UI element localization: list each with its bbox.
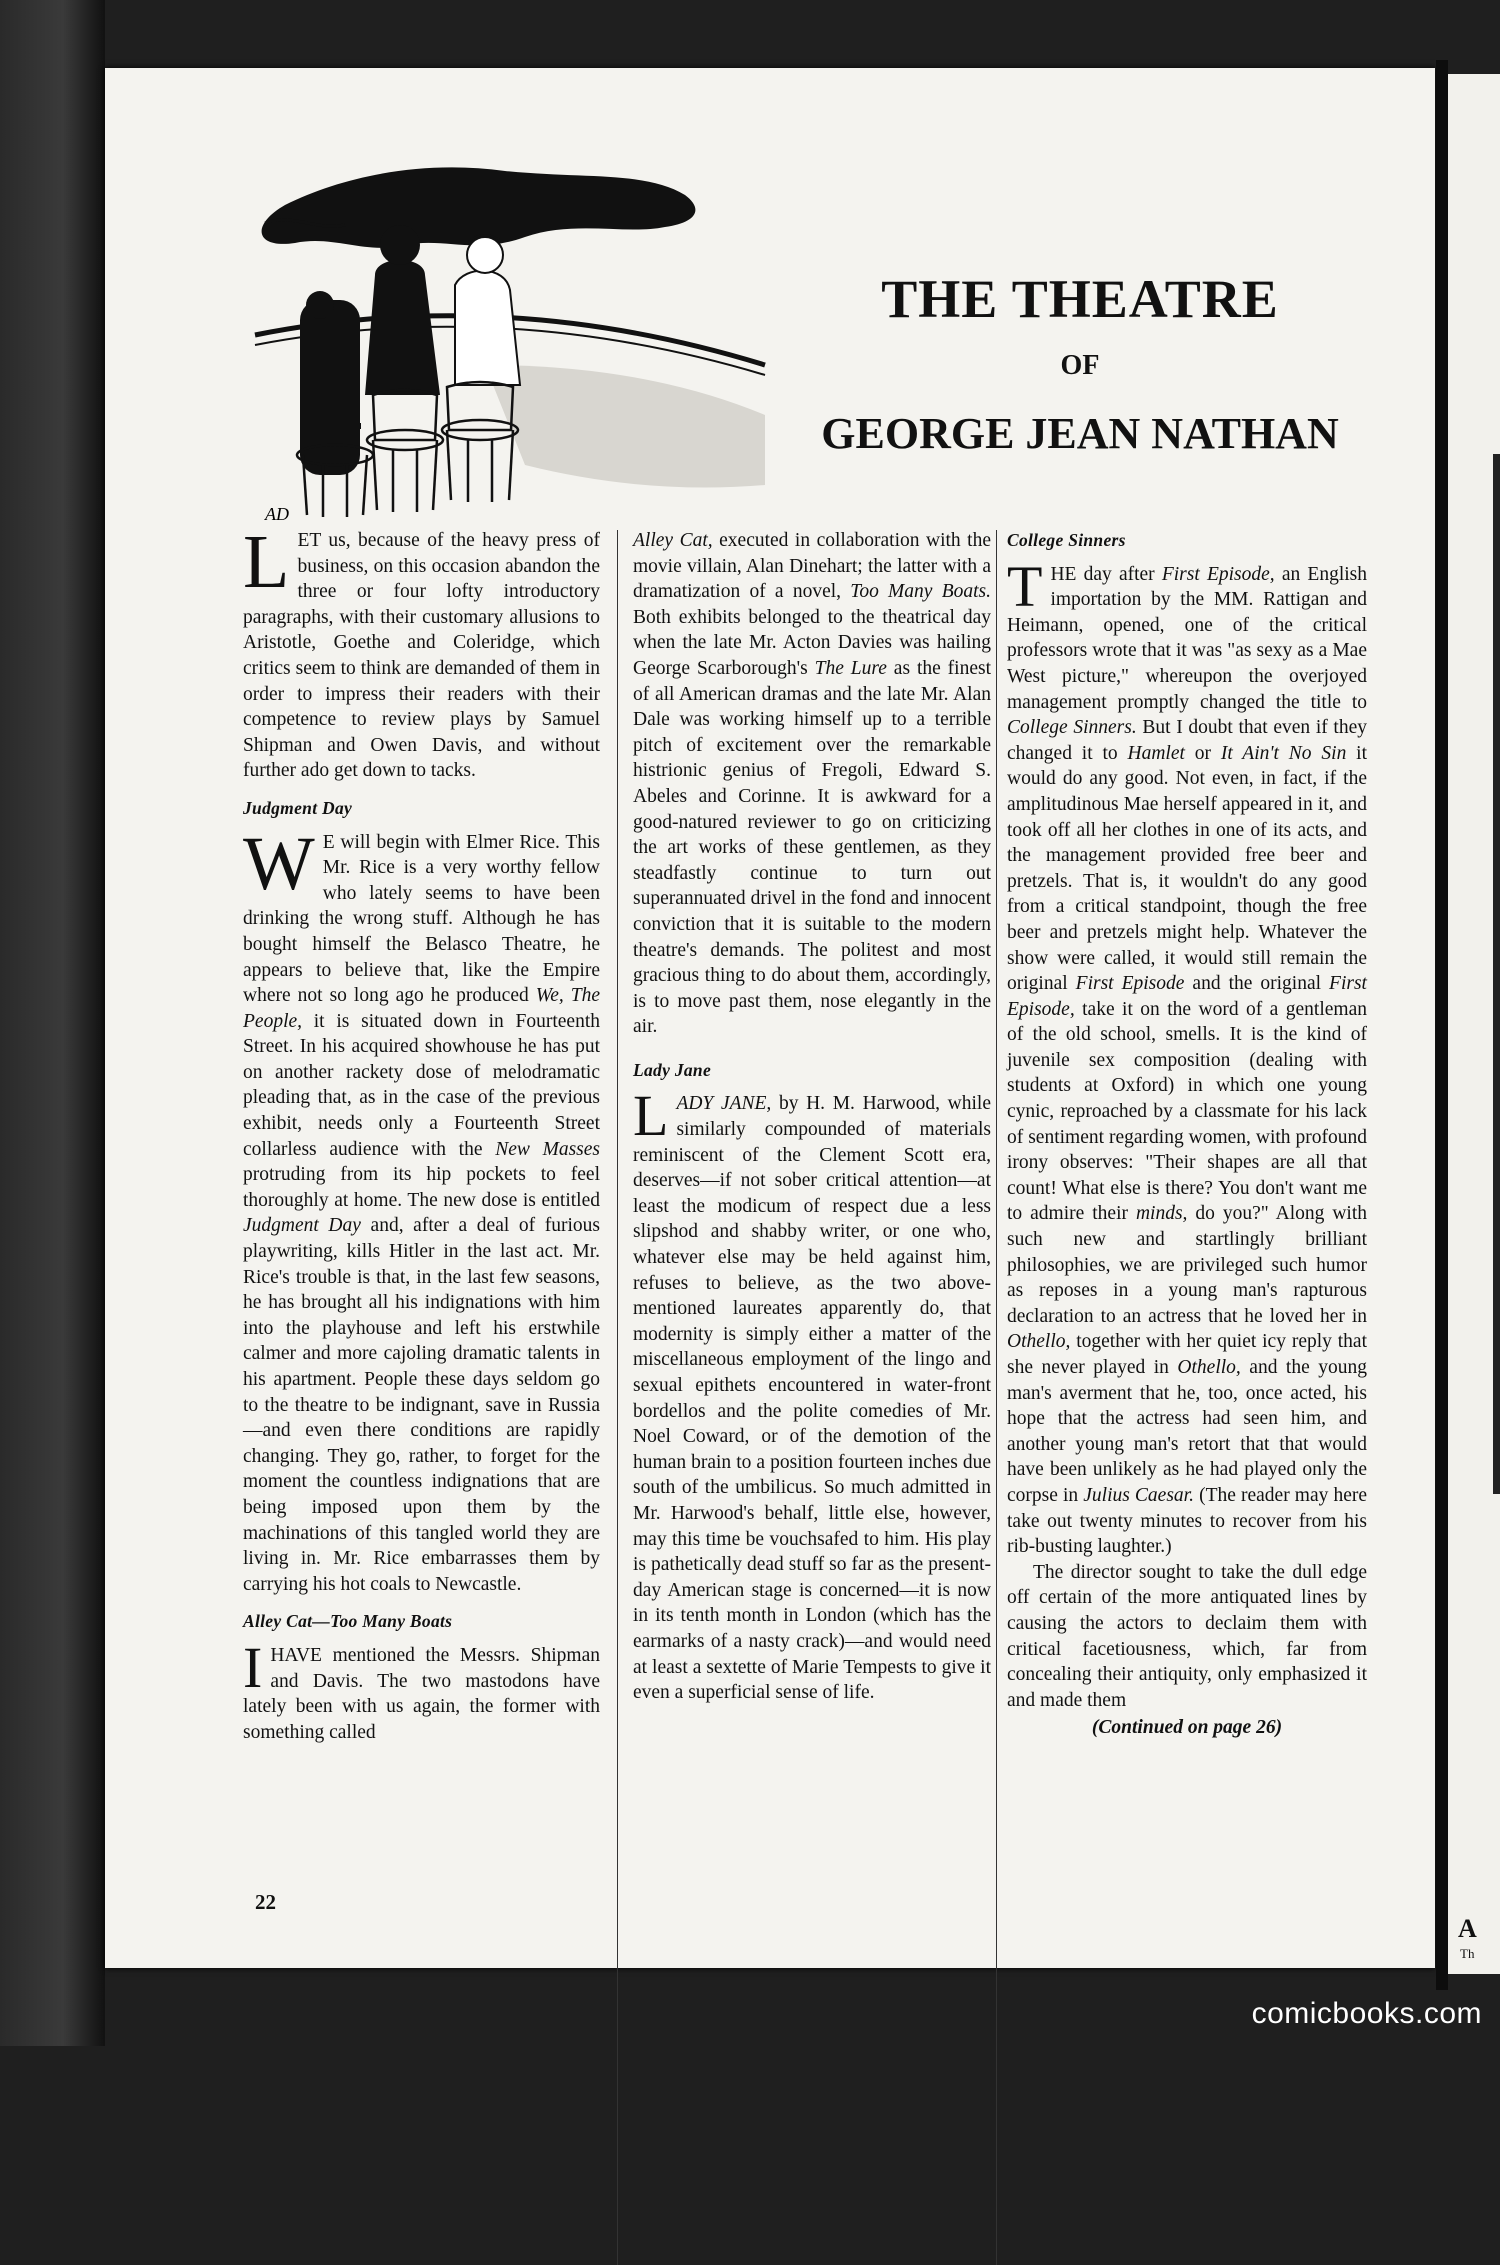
drop-cap: W <box>243 821 315 906</box>
drop-cap: I <box>243 1634 263 1700</box>
section-paragraph: I HAVE mentioned the Messrs. Shipman and Davis. The two mastodons have lately been with us again, the former with something called <box>243 1634 600 1743</box>
illustration-signature: AD <box>265 504 289 524</box>
theatre-audience-illustration-icon <box>225 165 785 525</box>
article-title-of: OF <box>1060 350 1100 381</box>
next-page-fragment-small: Th <box>1460 1946 1475 1961</box>
section-heading: College Sinners <box>1007 530 1126 550</box>
section-heading: Lady Jane <box>633 1059 712 1080</box>
drop-cap: L <box>633 1083 669 1149</box>
column-rule <box>996 530 997 2265</box>
page-gutter <box>1436 60 1448 1990</box>
intro-paragraph: LET us, because of the heavy press of business, on this occasion abandon the three or four lofty introductory paragraphs, with their customary allusions to Aristotle, Goethe and Coleridge, which critics seem to think are demanded of them in order to impress their readers with their competence to review plays by Samuel Shipman and Owen Davis, and without further ado get down to tacks. <box>243 520 600 782</box>
column-2 <box>633 528 991 1706</box>
drop-cap: T <box>1007 553 1043 619</box>
section-paragraph: THE day after First Episode, an English importation by the MM. Rattigan and Heimann, opened, one of the critical professors wrote that it was "as sexy as a Mae West picture," whereupon the overjoyed management promptly changed the title to College Sinners. But I doubt that even if they changed it to Hamlet or It Ain't No Sin it would do any good. Not even, in fact, if the amplitudinous Mae herself appeared in it, and took off all her clothes in one of its acts, and the management provided free beer and pretzels. That is, it wouldn't do any good from a critical standpoint, though the free beer and pretzels might help. Whatever the show were called, it would still remain the original First Episode and the original First Episode, take it on the word of a gentleman of the old school, smells. It is the kind of juvenile sex composition (dealing with students at Oxford) in which one young cynic, reproached by a classmate for his lack of sentiment regarding women, with profound irony observes: "Their shapes are all that count! What else is there? You don't want me to admire their minds, do you?" Along with such new and startlingly brilliant philosophies, we are privileged such humor as reposes in a young man's rapturous declaration to an actress that he loved her in Othello, together with her quiet icy reply that she never played in Othello, and the young man's averment that he, too, once acted, his hope that the actress had seen him, and another young man's retort that that would have been unlikely as he had played only the corpse in Julius Caesar. (The reader may here take out twenty minutes to recover from his rib-busting laughter.) <box>1007 553 1368 1558</box>
article-author: GEORGE JEAN NATHAN <box>821 409 1339 458</box>
page-number: 22 <box>255 1890 276 1914</box>
column-rule <box>617 530 618 2265</box>
column-1 <box>243 520 600 1745</box>
section-heading: Judgment Day <box>243 797 353 818</box>
section-heading: Alley Cat—Too Many Boats <box>243 1611 453 1632</box>
watermark: comicbooks.com <box>1251 1997 1482 2030</box>
article-title: THE THEATRE <box>881 269 1279 329</box>
next-page-fragment: A <box>1458 1914 1477 1943</box>
section-paragraph: W E will begin with Elmer Rice. This Mr. Rice is a very worthy fellow who lately seems to have been drinking the wrong stuff. Although he has bought himself the Belasco Theatre, he appears to believe that, like the Empire where not so long ago he produced We, The People, it is situated down in Fourteenth Street. In his acquired showhouse he has put on another rackety dose of melodramatic pleading that, as in the case of the previous exhibit, needs only a Fourteenth Street collarless audience with the New Masses protruding from its hip pockets to feel thoroughly at home. The new dose is entitled Judgment Day and, after a deal of furious playwriting, kills Hitler in the last act. Mr. Rice's trouble is that, in the last few seasons, he has brought all his indignations with him into the playhouse and left his erstwhile calmer and more cajoling dramatic talents in his apartment. People these days seldom go to the theatre to be indignant, save in Russia—and even there conditions are rapidly changing. They go, rather, to forget for the moment the countless indignations that are being imposed upon them by the machinations of this tangled world they are living in. Mr. Rice embarrasses them by carrying his hot coals to Newcastle. <box>243 821 600 1595</box>
next-page-rule <box>1493 454 1500 1494</box>
continued-paragraph: Alley Cat, executed in collaboration with the movie villain, Alan Dinehart; the latter with a dramatization of a novel, Too Many Boats. Both exhibits belonged to the theatrical day when the late Mr. Acton Davies was hailing George Scarborough's The Lure as the finest of all American dramas and the late Mr. Alan Dale was working himself up to a terrible pitch of excitement over the remarkable histrionic genius of Fregoli, Edward S. Abeles and Corinne. It is awkward for a good-natured reviewer to go on criticizing the art works of these gentlemen, as they steadfastly continue to turn out superannuated drivel in the fond and innocent conviction that it is suitable to the modern theatre's demands. The politest and most gracious thing to do about them, accordingly, is to move past them, nose elegantly in the air. <box>633 530 992 1038</box>
scan-edge-left <box>0 0 105 2046</box>
column-3 <box>1007 528 1367 1741</box>
section-paragraph: The director sought to take the dull edge off certain of the more antiquated lines by causing the actors to declaim them with critical facetiousness, which, far from concealing their antiquity, only emphasized it and made them <box>1007 1561 1367 1711</box>
drop-cap: L <box>243 520 290 604</box>
continued-note: (Continued on page 26) <box>1091 1717 1283 1739</box>
next-page-edge <box>1448 74 1500 1974</box>
section-paragraph: LADY JANE, by H. M. Harwood, while similarly compounded of materials reminiscent of the Clement Scott era, deserves—if not sober critical attention—at least the modicum of respect due a less slipshod and shabby writer, or one who, whatever else may be held against him, refuses to believe, as the two above-mentioned laureates apparently do, that modernity is simply either a matter of the miscellaneous employment of the lingo and sexual epithets encountered in water-front bordellos and the polite comedies of Mr. Noel Coward, or of the demotion of the human brain to a position fourteen inches due south of the umbilicus. So much admitted in Mr. Harwood's behalf, little else, however, may this time be vouchsafed to him. His play is pathetically dead stuff so far as the present-day American stage is concerned—it is now in its tenth month in London (which has the earmarks of a nasty crack)—and would need at least a sextette of Marie Tempests to give it even a superficial sense of life. <box>633 1083 991 1704</box>
